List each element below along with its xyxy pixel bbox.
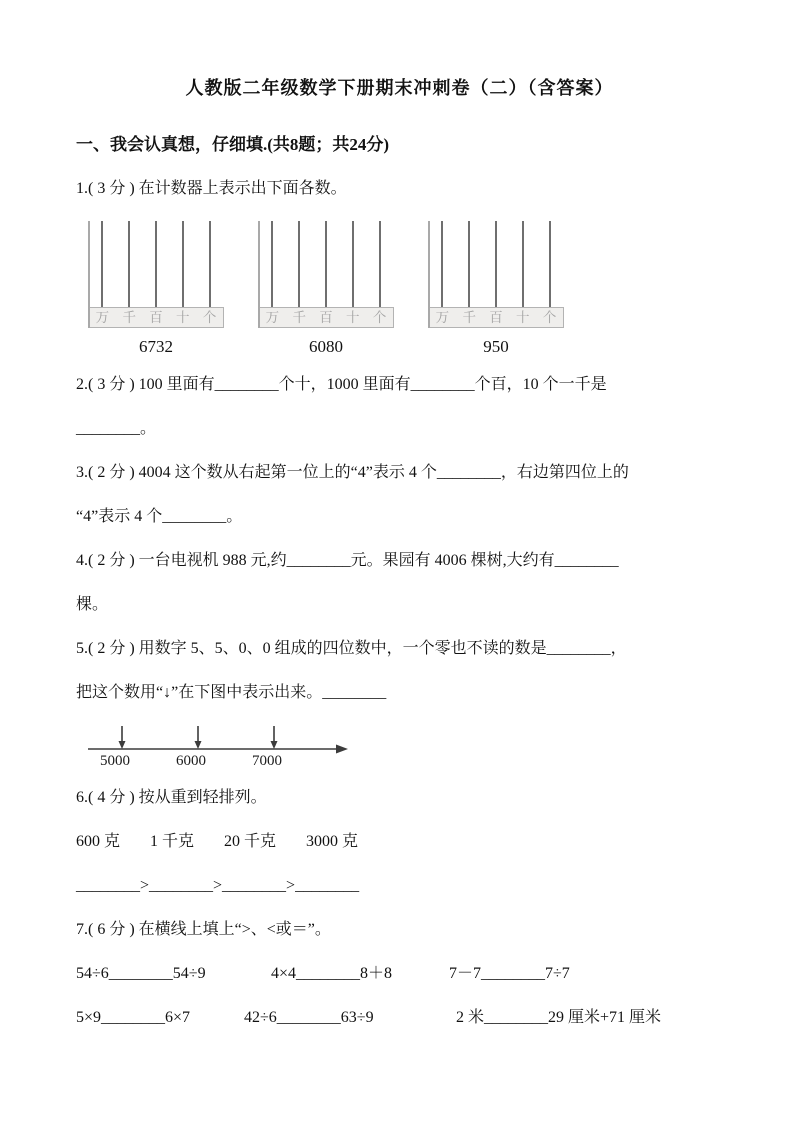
numberline-label-6000: 6000 (176, 753, 206, 769)
place-label-ge: 个 (372, 309, 387, 325)
place-label-bai: 百 (489, 309, 503, 325)
q7-expression: 7－7________7÷7 (449, 965, 570, 982)
counter-rods (428, 221, 564, 307)
q7-expression: 2 米________29 厘米+71 厘米 (456, 1009, 662, 1026)
counter-value: 6080 (309, 337, 343, 356)
q1-text: 1.( 3 分 ) 在计数器上表示出下面各数。 (76, 180, 347, 197)
numberline-figure (82, 719, 723, 774)
place-label-bai: 百 (319, 309, 333, 325)
page-title: 人教版二年级数学下册期末冲刺卷（二）（含答案） (185, 78, 614, 98)
q6-item: 1 千克 (150, 833, 195, 850)
q3-line1: 3.( 2 分 ) 4004 这个数从右起第一位上的“4”表示 4 个________，右边第四位上的 (76, 464, 629, 481)
counter-rod (271, 221, 273, 307)
abacus-counter (88, 221, 224, 328)
q7-row1 (76, 952, 723, 996)
place-label-qian: 千 (462, 309, 476, 325)
counter-rod (495, 221, 497, 307)
abacus-counter (428, 221, 564, 328)
numberline-svg (82, 719, 382, 769)
place-label-wan: 万 (435, 309, 450, 325)
counter-base (258, 307, 394, 328)
down-arrowhead-icon (271, 741, 278, 749)
q7-expression: 5×9________6×7 (76, 1009, 191, 1026)
down-arrowhead-icon (195, 741, 202, 749)
q2-line1: 2.( 3 分 ) 100 里面有________个十，1000 里面有________个百，10 个一千是 (76, 376, 607, 393)
q7-text: 7.( 6 分 ) 在横线上填上“>、<或＝”。 (76, 921, 331, 938)
numberline-label-5000: 5000 (100, 753, 130, 769)
q6-text: 6.( 4 分 ) 按从重到轻排列。 (76, 789, 267, 806)
counter-rod (549, 221, 551, 307)
down-arrowhead-icon (119, 741, 126, 749)
place-label-ge: 个 (542, 309, 557, 325)
q5-line1: 5.( 2 分 ) 用数字 5、5、0、0 组成的四位数中，一个零也不读的数是________， (76, 640, 627, 657)
q6-blanks: ________>________>________>________ (76, 877, 360, 894)
q6-item: 600 克 (76, 833, 121, 850)
counter-rod (352, 221, 354, 307)
q6-item: 20 千克 (224, 833, 277, 850)
counter-rod (441, 221, 443, 307)
counter-rod (298, 221, 300, 307)
counter-rod (155, 221, 157, 307)
counter-rod (182, 221, 184, 307)
q4-line1: 4.( 2 分 ) 一台电视机 988 元,约________元。果园有 4006 棵树,大约有________ (76, 552, 619, 569)
counter-rod (379, 221, 381, 307)
q6-items-row (76, 820, 723, 864)
place-label-shi: 十 (176, 309, 190, 325)
counters-figure (88, 221, 723, 357)
counter-figure-1 (88, 221, 224, 357)
q7-row2 (76, 996, 723, 1040)
counter-rod (209, 221, 211, 307)
axis-arrowhead-icon (336, 745, 348, 754)
counter-value: 6732 (139, 337, 173, 356)
counter-rods (88, 221, 224, 307)
counter-base (88, 307, 224, 328)
counter-rod (522, 221, 524, 307)
place-label-qian: 千 (122, 309, 136, 325)
q6-item: 3000 克 (306, 833, 359, 850)
q7-expression: 42÷6________63÷9 (244, 1009, 374, 1026)
q4-line2: 棵。 (76, 596, 109, 613)
place-label-wan: 万 (265, 309, 280, 325)
counter-figure-2 (258, 221, 394, 357)
place-label-shi: 十 (346, 309, 360, 325)
abacus-counter (258, 221, 394, 328)
place-label-qian: 千 (292, 309, 306, 325)
counter-figure-3 (428, 221, 564, 357)
counter-rod (325, 221, 327, 307)
counter-rods (258, 221, 394, 307)
counter-rod (128, 221, 130, 307)
q7-expression: 54÷6________54÷9 (76, 965, 206, 982)
q2-line2: ________。 (76, 420, 157, 437)
q3-line2: “4”表示 4 个________。 (76, 508, 243, 525)
counter-rod (101, 221, 103, 307)
place-label-wan: 万 (95, 309, 110, 325)
counter-rod (468, 221, 470, 307)
section-heading: 一、我会认真想，仔细填.(共8题；共24分) (76, 135, 390, 154)
place-label-shi: 十 (516, 309, 530, 325)
place-label-bai: 百 (149, 309, 163, 325)
numberline-label-7000: 7000 (252, 753, 282, 769)
q7-expression: 4×4________8＋8 (271, 965, 393, 982)
place-label-ge: 个 (202, 309, 217, 325)
q5-line2: 把这个数用“↓”在下图中表示出来。________ (76, 684, 387, 701)
counter-value: 950 (483, 337, 509, 356)
counter-base (428, 307, 564, 328)
